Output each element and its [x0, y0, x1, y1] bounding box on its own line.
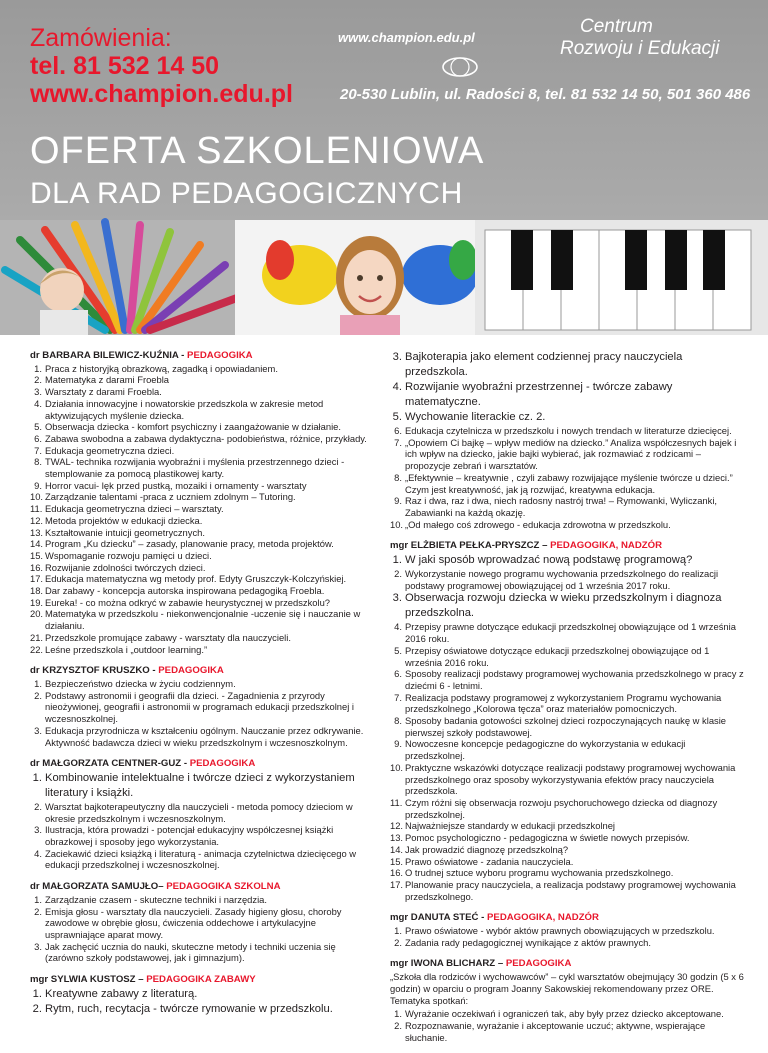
- item-number: 14.: [390, 843, 404, 855]
- item-title: Matematyka z darami Froebla: [45, 374, 170, 386]
- trainer-section: [390, 912, 745, 948]
- item-number: 5.: [392, 411, 402, 423]
- training-item: [30, 771, 375, 801]
- training-item: [390, 668, 745, 691]
- trainer-specialty: PEDAGOGIKA, NADZÓR: [550, 540, 663, 552]
- training-item: [30, 456, 375, 479]
- trainer-section: [30, 758, 375, 871]
- training-list: [30, 363, 375, 656]
- item-title: Zarządzanie talentami -praca z uczniem zdolnym – Tutoring.: [45, 491, 296, 503]
- item-title: Wykorzystanie nowego programu wychowania przedszkolnego do realizacji podstawy programowej obowiązującej od 1 września 2017 roku.: [405, 568, 719, 591]
- item-title: Jak zachęcić ucznia do nauki, skuteczne metody i techniki uczenia się (zarówno szkoły podstawowej, jak i gimnazjum).: [45, 940, 336, 964]
- training-item: [30, 550, 375, 562]
- trainer-section-continued: [390, 350, 745, 530]
- trainer-name: mgr ELŻBIETA PEŁKA-PRYSZCZ –: [390, 540, 551, 552]
- item-number: 4.: [34, 397, 42, 409]
- item-number: 3.: [34, 824, 42, 836]
- item-title: Bezpieczeństwo dziecka w życiu codziennym.: [45, 677, 236, 689]
- trainer-section: [30, 350, 375, 655]
- training-item: [390, 715, 745, 738]
- item-title: Zadania rady pedagogicznej wynikające z aktów prawnych.: [405, 936, 651, 948]
- training-item: [30, 562, 375, 574]
- item-title: Rozwijanie wyobraźni przestrzennej - twórcze zabawy matematyczne.: [405, 381, 673, 408]
- item-number: 1.: [34, 893, 42, 905]
- item-title: Rozwijanie zdolności twórczych dzieci.: [45, 561, 206, 573]
- item-title: Warsztaty z darami Froebla.: [45, 386, 162, 398]
- centrum-line1: Centrum: [580, 16, 653, 37]
- trainer-specialty: PEDAGOGIKA: [158, 665, 224, 677]
- training-item: [30, 608, 375, 631]
- trainer-section: [30, 974, 375, 1017]
- training-item: [30, 363, 375, 375]
- training-item: [390, 762, 745, 797]
- trainer-section: [390, 540, 745, 902]
- centrum-logo-text: [560, 16, 719, 60]
- right-column: [390, 350, 745, 1053]
- item-title: Nowoczesne koncepcje pedagogiczne do wykorzystania w edukacji przedszkolnej.: [405, 738, 686, 762]
- training-item: [390, 1020, 745, 1043]
- training-item: [390, 519, 745, 531]
- item-number: 1.: [32, 771, 42, 784]
- trainer-name: dr MAŁGORZATA CENTNER-GUZ -: [30, 758, 190, 770]
- training-item: [30, 632, 375, 644]
- item-title: Edukacja przyrodnicza w kształceniu ogólnym. Nauczanie przez odkrywanie. Aktywność badawcza dzieci w wieku przedszkolnym i wczesnoszkolnym.: [45, 724, 364, 748]
- item-number: 7.: [394, 436, 402, 448]
- training-item: [390, 867, 745, 879]
- item-number: 1.: [34, 677, 42, 689]
- item-number: 13.: [30, 526, 44, 538]
- training-item: [30, 644, 375, 656]
- item-title: Warsztat bajkoterapeutyczny dla nauczycieli - metoda pomocy dzieciom w okresie przedszkolnym i wczesnoszkolnym.: [45, 800, 353, 824]
- item-title: „Opowiem Ci bajkę – wpływ mediów na dziecko.” Analiza współczesnych bajek i ich wpływ na dziecko, jakie bajki wybierać, jak rozmawiać z rodzicami – propozycje zebrań i warsztatów.: [405, 436, 737, 472]
- item-number: 9.: [394, 738, 402, 750]
- training-item: [390, 1008, 745, 1020]
- item-number: 2.: [34, 374, 42, 386]
- item-number: 15.: [390, 855, 404, 867]
- training-list: [390, 553, 745, 902]
- item-number: 3.: [34, 386, 42, 398]
- item-title: Emisja głosu - warsztaty dla nauczycieli. Zasady higieny głosu, choroby zawodowe w obrębie głosu, ćwiczenia oddechowe i artykulacyjne usprawniające aparat mowy.: [45, 905, 342, 940]
- trainer-heading: [390, 912, 745, 924]
- item-number: 21.: [30, 631, 44, 643]
- training-item: [390, 738, 745, 761]
- item-number: 2.: [32, 1002, 42, 1015]
- item-title: Rozpoznawanie, wyrażanie i akceptowanie uczuć; aktywne, wspierające słuchanie.: [405, 1019, 706, 1043]
- trainer-name: dr MAŁGORZATA SAMUJŁO–: [30, 881, 167, 893]
- item-title: Kreatywne zabawy z literaturą.: [45, 987, 198, 1000]
- cre-logo-icon: [440, 55, 480, 79]
- item-title: „Efektywnie – kreatywnie , czyli zabawy rozwijające myślenie twórcze u dzieci.” Czym jest kreatywność, jak ją rozwijać, kreatywna edukacja.: [405, 471, 733, 495]
- item-number: 2.: [394, 568, 402, 580]
- item-number: 17.: [390, 878, 404, 890]
- item-number: 2.: [34, 800, 42, 812]
- header-banner: [0, 0, 768, 335]
- training-item: [390, 645, 745, 668]
- trainer-heading: [390, 540, 745, 552]
- training-item: [30, 515, 375, 527]
- training-item: [30, 894, 375, 906]
- training-item: [30, 987, 375, 1002]
- item-title: Sposoby badania gotowości szkolnej dzieci rozpoczynających naukę w klasie pierwszej szkoły podstawowej.: [405, 715, 727, 738]
- item-number: 8.: [34, 456, 42, 468]
- trainer-section: [30, 881, 375, 964]
- item-number: 6.: [394, 668, 402, 680]
- item-number: 6.: [34, 432, 42, 444]
- item-title: Prawo oświatowe - zadania nauczyciela.: [405, 855, 574, 867]
- item-number: 12.: [390, 820, 404, 832]
- training-item: [390, 820, 745, 832]
- training-item: [390, 410, 745, 425]
- item-number: 2.: [34, 689, 42, 701]
- item-title: Praktyczne wskazówki dotyczące realizacji podstawy programowej wychowania przedszkolnego oraz sposoby wykorzystywania efektów pracy nauczyciela przedszkola.: [405, 761, 736, 797]
- item-title: Przepisy prawne dotyczące edukacji przedszkolnej obowiązujące od 1 września 2016 roku.: [405, 621, 736, 645]
- orders-website[interactable]: www.champion.edu.pl: [30, 80, 293, 108]
- training-item: [390, 350, 745, 380]
- trainer-specialty: PEDAGOGIKA: [189, 758, 256, 770]
- orders-phone[interactable]: tel. 81 532 14 50: [30, 52, 220, 80]
- item-title: Edukacja geometryczna dzieci.: [45, 444, 175, 456]
- item-number: 13.: [390, 832, 404, 844]
- item-title: Wyrażanie oczekiwań i ograniczeń tak, aby były przez dziecko akceptowane.: [405, 1008, 724, 1020]
- item-title: Przepisy oświatowe dotyczące edukacji przedszkolnej obowiązujące od 1 września 2016 roku.: [405, 644, 710, 668]
- trainer-heading: [390, 958, 745, 970]
- item-title: Kształtowanie intuicji geometrycznych.: [45, 526, 205, 538]
- training-item: [390, 568, 745, 591]
- item-number: 1.: [394, 925, 402, 937]
- item-number: 3.: [34, 940, 42, 952]
- trainer-name: mgr SYLWIA KUSTOSZ –: [30, 974, 147, 986]
- page-subtitle: DLA RAD PEDAGOGICZNYCH: [30, 177, 463, 210]
- training-item: [390, 591, 745, 621]
- item-number: 4.: [34, 847, 42, 859]
- item-number: 20.: [30, 608, 44, 620]
- item-number: 3.: [34, 724, 42, 736]
- trainer-name: mgr IWONA BLICHARZ –: [390, 958, 506, 970]
- training-item: [390, 425, 745, 437]
- item-title: Kombinowanie intelektualne i twórcze dzieci z wykorzystaniem literatury i książki.: [45, 771, 355, 799]
- training-item: [30, 1002, 375, 1017]
- training-list: [390, 1008, 745, 1043]
- training-item: [30, 398, 375, 421]
- item-number: 17.: [30, 573, 44, 585]
- training-item: [390, 797, 745, 820]
- item-number: 8.: [394, 715, 402, 727]
- training-item: [30, 573, 375, 585]
- piano-keys-photo: [475, 220, 768, 335]
- item-number: 2.: [394, 1019, 402, 1031]
- item-title: Raz i dwa, raz i dwa, niech radosny nastrój trwa! – Rymowanki, Wyliczanki, Zabawianki na każdą okazję.: [405, 495, 718, 518]
- item-number: 3.: [392, 351, 402, 363]
- training-item: [30, 374, 375, 386]
- item-title: Jak prowadzić diagnozę przedszkolną?: [405, 843, 569, 855]
- training-item: [30, 597, 375, 609]
- item-number: 9.: [394, 495, 402, 507]
- training-item: [30, 941, 375, 964]
- trainer-heading: [30, 974, 375, 986]
- trainer-heading: [30, 881, 375, 893]
- item-number: 12.: [30, 514, 44, 526]
- item-title: Eureka! - co można odkryć w zabawie heurystycznej w przedszkolu?: [45, 596, 331, 608]
- trainer-name: dr KRZYSZTOF KRUSZKO -: [30, 665, 159, 677]
- crayons-photo: [0, 220, 260, 335]
- training-item: [390, 437, 745, 472]
- item-number: 4.: [392, 381, 402, 393]
- page-title: OFERTA SZKOLENIOWA: [30, 130, 485, 172]
- item-title: Obserwacja rozwoju dziecka w wieku przedszkolnym i diagnoza przedszkolna.: [405, 592, 722, 620]
- item-number: 10.: [390, 518, 404, 530]
- item-number: 16.: [390, 867, 404, 879]
- item-number: 7.: [394, 691, 402, 703]
- training-item: [390, 495, 745, 518]
- item-title: Działania innowacyjne i nowatorskie przedszkola w zakresie metod aktywizujących myślenie dziecka.: [45, 397, 324, 421]
- training-item: [30, 386, 375, 398]
- item-title: Prawo oświatowe - wybór aktów prawnych obowiązujących w przedszkolu.: [405, 925, 715, 937]
- item-title: Program „Ku dziecku” – zasady, planowanie pracy, metoda projektów.: [45, 538, 334, 550]
- item-number: 5.: [34, 421, 42, 433]
- item-number: 10.: [390, 761, 404, 773]
- item-number: 10.: [30, 491, 44, 503]
- item-number: 8.: [394, 471, 402, 483]
- item-number: 22.: [30, 643, 44, 655]
- training-item: [30, 824, 375, 847]
- trainer-name: dr BARBARA BILEWICZ-KUŹNIA -: [30, 350, 188, 361]
- item-title: Edukacja geometryczna dzieci – warsztaty.: [45, 503, 224, 515]
- item-title: „Od małego coś zdrowego - edukacja zdrowotna w przedszkolu.: [405, 518, 671, 530]
- item-title: O trudnej sztuce wyboru programu wychowania przedszkolnego.: [405, 867, 674, 879]
- item-title: Czym różni się obserwacja rozwoju psychoruchowego dziecka od diagnozy przedszkolnej.: [405, 796, 718, 820]
- item-number: 14.: [30, 538, 44, 550]
- training-item: [390, 472, 745, 495]
- item-title: Obserwacja dziecka - komfort psychiczny i zaangażowanie w działanie.: [45, 421, 341, 433]
- training-item: [390, 380, 745, 410]
- trainer-name: mgr DANUTA STEĆ -: [390, 912, 488, 924]
- item-title: Edukacja czytelnicza w przedszkolu i nowych trendach w literaturze dziecięcej.: [405, 425, 732, 436]
- training-list: [390, 350, 745, 530]
- item-number: 1.: [392, 554, 402, 567]
- address: 20-530 Lublin, ul. Radości 8, tel. 81 532 14 50, 501 360 486: [340, 86, 751, 103]
- trainer-specialty: PEDAGOGIKA: [187, 350, 253, 361]
- item-title: Podstawy astronomii i geografii dla dzieci. - Zagadnienia z przyrody nieożywionej, geografii i astronomii w programach edukacji przedszkolnej i wczesnoszkolnej.: [45, 689, 355, 725]
- trainer-heading: [30, 758, 375, 770]
- training-list: [30, 894, 375, 964]
- training-item: [30, 538, 375, 550]
- item-title: Wychowanie literackie cz. 2.: [405, 411, 546, 423]
- item-number: 1.: [32, 987, 42, 1000]
- training-item: [390, 621, 745, 644]
- item-number: 19.: [30, 596, 44, 608]
- training-item: [30, 585, 375, 597]
- orders-label: Zamówienia:: [30, 24, 172, 52]
- item-number: 1.: [394, 1008, 402, 1020]
- training-item: [30, 480, 375, 492]
- training-item: [30, 848, 375, 871]
- item-title: Pomoc psychologiczno - pedagogiczna w świetle nowych przepisów.: [405, 832, 690, 844]
- item-title: Bajkoterapia jako element codziennej pracy nauczyciela przedszkola.: [405, 351, 683, 378]
- training-item: [30, 445, 375, 457]
- item-number: 15.: [30, 549, 44, 561]
- photo-strip: [0, 220, 768, 335]
- item-title: Planowanie pracy nauczyciela, a realizacja podstawy programowej wychowania przedszkolnego.: [405, 878, 736, 902]
- trainer-specialty: PEDAGOGIKA, NADZÓR: [487, 912, 599, 924]
- training-item: [30, 906, 375, 941]
- child-painted-hands-photo: [235, 220, 505, 335]
- item-title: Przedszkole promujące zabawy - warsztaty dla nauczycieli.: [45, 631, 291, 643]
- item-number: 18.: [30, 585, 44, 597]
- item-title: Rytm, ruch, recytacja - twórcze rymowanie w przedszkolu.: [45, 1002, 333, 1015]
- trainer-specialty: PEDAGOGIKA: [505, 958, 572, 970]
- training-item: [390, 937, 745, 949]
- item-number: 2.: [34, 905, 42, 917]
- item-number: 16.: [30, 561, 44, 573]
- training-list: [30, 771, 375, 871]
- item-title: Dar zabawy - koncepcja autorska inspirowana pedagogiką Froebla.: [45, 585, 325, 597]
- training-item: [390, 553, 745, 568]
- item-title: Matematyka w przedszkolu - niekonwencjonalnie -uczenie się i nauczanie w działaniu.: [45, 608, 361, 632]
- training-item: [30, 690, 375, 725]
- training-item: [30, 725, 375, 748]
- item-title: Realizacja podstawy programowej z wykorzystaniem Programu wychowania przedszkolnego „Kolorowa tęcza” oraz materiałów pomocniczych.: [405, 691, 722, 715]
- site-url[interactable]: www.champion.edu.pl: [338, 30, 475, 45]
- trainer-specialty: PEDAGOGIKA ZABAWY: [146, 974, 256, 986]
- training-item: [390, 879, 745, 902]
- training-item: [390, 925, 745, 937]
- item-title: Zaciekawić dzieci książką i literaturą - animacja czytelnictwa dziecięcego w edukacji przedszkolnej i wczesnoszkolnej.: [45, 847, 357, 871]
- item-title: Wspomaganie rozwoju pamięci u dzieci.: [45, 549, 212, 561]
- training-item: [30, 421, 375, 433]
- training-item: [30, 433, 375, 445]
- workshop-description: „Szkoła dla rodziców i wychowawców” – cykl warsztatów obejmujący 30 godzin (5 x 6 godzin) w oparciu o program Joanny Sakowskiej rekomendowany przez ORE. Tematyka spotkań:: [390, 971, 744, 1006]
- item-title: Zabawa swobodna a zabawa dydaktyczna- podobieństwa, różnice, przykłady.: [45, 432, 367, 444]
- item-number: 11.: [390, 796, 403, 808]
- item-title: Praca z historyjką obrazkową, zagadką i opowiadaniem.: [45, 362, 278, 374]
- trainer-section: [30, 665, 375, 748]
- item-number: 5.: [394, 644, 402, 656]
- item-number: 4.: [394, 621, 402, 633]
- item-number: 9.: [34, 479, 42, 491]
- item-title: Ilustracja, która prowadzi - potencjał edukacyjny współczesnej książki obrazkowej i sposoby jego wykorzystania.: [45, 824, 334, 848]
- item-number: 1.: [34, 362, 42, 374]
- training-list: [30, 678, 375, 748]
- item-title: Zarządzanie czasem - skuteczne techniki i narzędzia.: [45, 893, 267, 905]
- trainer-heading: [30, 350, 375, 362]
- left-column: [30, 350, 375, 1027]
- order-contact: [30, 24, 293, 108]
- item-title: W jaki sposób wprowadzać nową podstawę programową?: [405, 554, 693, 567]
- item-title: Horror vacui- lęk przed pustką, mozaiki i ornamenty - warsztaty: [45, 479, 307, 491]
- item-number: 3.: [392, 592, 402, 605]
- item-number: 2.: [394, 936, 402, 948]
- training-item: [30, 801, 375, 824]
- item-title: Edukacja matematyczna wg metody prof. Edyty Gruszczyk-Kolczyńskiej.: [45, 573, 347, 585]
- training-item: [390, 832, 745, 844]
- item-title: Metoda projektów w edukacji dziecka.: [45, 514, 203, 526]
- item-number: 7.: [34, 444, 42, 456]
- item-number: 11.: [30, 503, 43, 515]
- item-title: Sposoby realizacji podstawy programowej wychowania przedszkolnego w pracy z dziećmi 6 - letnimi.: [405, 668, 744, 691]
- trainer-section: [390, 958, 745, 1043]
- item-title: Najważniejsze standardy w edukacji przedszkolnej: [405, 820, 615, 832]
- trainer-heading: [30, 665, 375, 677]
- training-item: [30, 527, 375, 539]
- training-item: [390, 844, 745, 856]
- training-list: [30, 987, 375, 1017]
- item-number: 6.: [394, 425, 402, 436]
- training-item: [390, 692, 745, 715]
- training-list: [390, 925, 745, 948]
- training-item: [30, 491, 375, 503]
- training-item: [30, 678, 375, 690]
- centrum-line2: Rozwoju i Edukacji: [560, 38, 720, 59]
- training-item: [390, 856, 745, 868]
- item-title: Leśne przedszkola i „outdoor learning.”: [45, 643, 208, 655]
- training-item: [30, 503, 375, 515]
- trainer-specialty: PEDAGOGIKA SZKOLNA: [166, 881, 281, 893]
- item-title: TWAL- technika rozwijania wyobraźni i myślenia przestrzennego dzieci - stemplowanie za pomocą plastikowej karty.: [45, 456, 345, 480]
